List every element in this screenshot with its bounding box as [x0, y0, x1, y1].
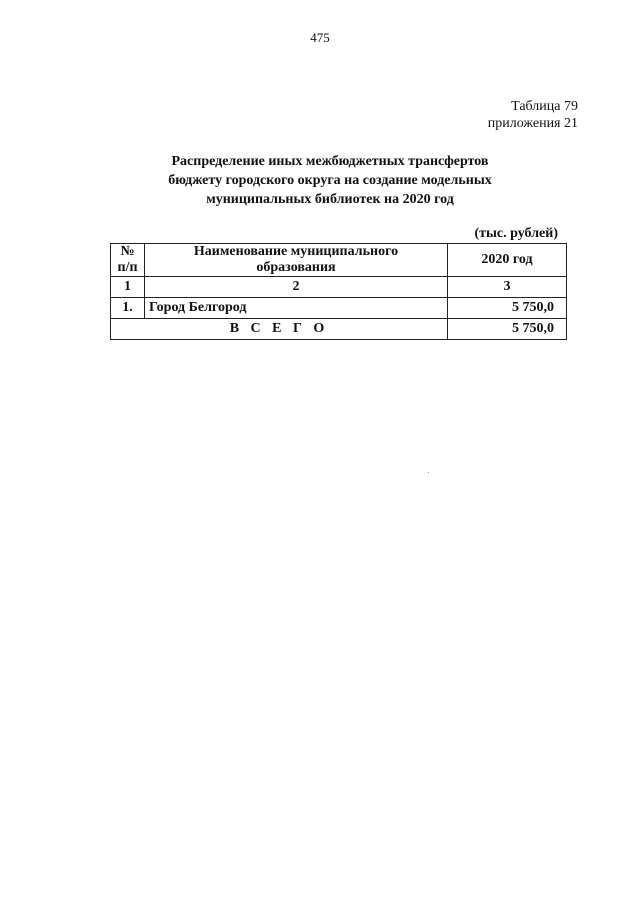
row-municipality-name: Город Белгород — [145, 298, 448, 319]
total-row — [111, 319, 567, 340]
numbering-cell-3: 3 — [448, 277, 567, 298]
header-year-cell: 2020 год — [448, 244, 567, 277]
document-title — [0, 152, 640, 209]
header-number-sign: № — [120, 244, 135, 259]
header-number-pp: п/п — [117, 260, 138, 275]
header-name-line-2: образования — [256, 260, 336, 275]
table-header-row — [111, 244, 567, 277]
page-number: 475 — [310, 30, 330, 45]
title-line-2: бюджету городского округа на создание модельных — [168, 173, 492, 188]
title-line-3: муниципальных библиотек на 2020 год — [206, 192, 454, 207]
total-label: В С Е Г О — [111, 319, 448, 340]
total-value: 5 750,0 — [448, 319, 567, 340]
table-row — [111, 298, 567, 319]
table-reference-number: Таблица 79 — [511, 99, 578, 114]
column-numbering-row — [111, 277, 567, 298]
scan-speck — [428, 472, 429, 473]
header-name-line-1: Наименование муниципального — [193, 244, 399, 259]
header-number-cell — [111, 244, 145, 277]
units-label: (тыс. рублей) — [474, 226, 558, 241]
row-value: 5 750,0 — [448, 298, 567, 319]
numbering-cell-1: 1 — [111, 277, 145, 298]
table-reference-appendix: приложения 21 — [487, 116, 578, 131]
distribution-table — [110, 243, 567, 340]
header-name-cell — [145, 244, 448, 277]
table-reference — [488, 98, 578, 132]
title-line-1: Распределение иных межбюджетных трансфертов — [171, 154, 489, 169]
row-number: 1. — [111, 298, 145, 319]
numbering-cell-2: 2 — [145, 277, 448, 298]
